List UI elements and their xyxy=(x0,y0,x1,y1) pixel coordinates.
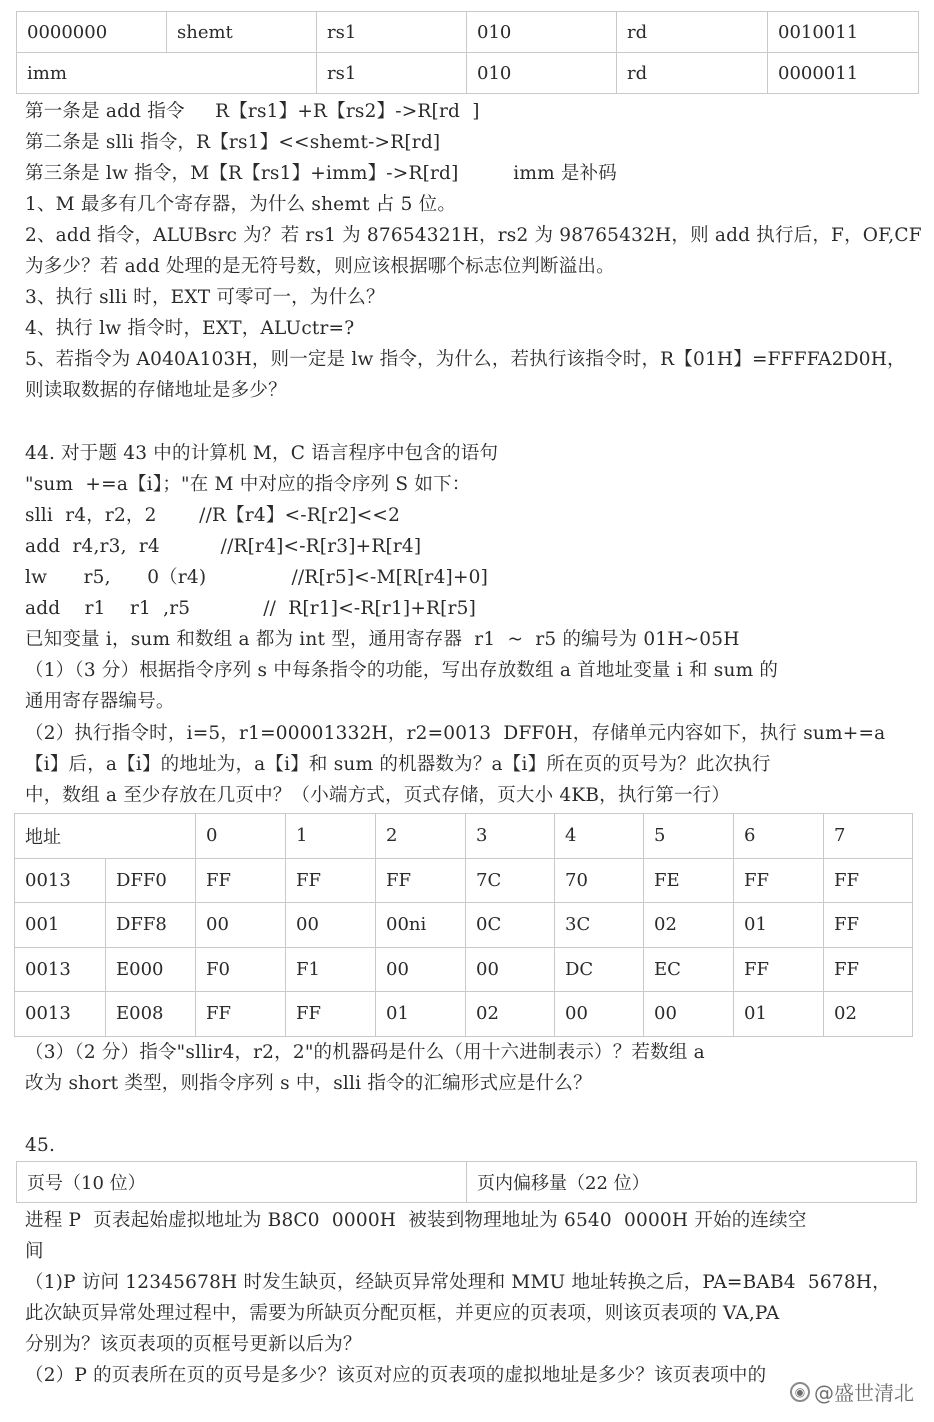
text-line: 改为 short 类型，则指令序列 s 中，slli 指令的汇编形式应是什么？ xyxy=(25,1073,592,1094)
table-row: 0013 DFF0 FF FF FF 7C 70 FE FF FF xyxy=(15,858,913,903)
text-line: 此次缺页异常处理过程中，需要为所缺页分配页框，并更应的页表项，则该页表项的 VA,PA xyxy=(25,1303,780,1324)
code-line: add r4,r3, r4 //R[r4]<-R[r3]+R[r4] xyxy=(25,536,422,557)
code-line: slli r4，r2，2 //R【r4】<-R[r2]<<2 xyxy=(25,505,401,526)
table-row: imm rs1 010 rd 0000011 xyxy=(17,53,919,94)
text-line: 通用寄存器编号。 xyxy=(25,691,175,712)
watermark xyxy=(790,1377,914,1406)
table-header-cell: 3 xyxy=(466,814,555,859)
text-line: 3、执行 slli 时，EXT 可零可一，为什么？ xyxy=(25,287,385,308)
text-line: 中，数组 a 至少存放在几页中？（小端方式，页式存储，页大小 4KB，执行第一行） xyxy=(25,785,731,806)
text-line: 间 xyxy=(25,1241,44,1262)
text-line: （3）（2 分）指令"sllir4，r2，2"的机器码是什么（用十六进制表示）？若数组 a xyxy=(25,1042,705,1063)
question-45-label: 45. xyxy=(25,1135,56,1156)
text-line: 第一条是 add 指令 R【rs1】+R【rs2】->R[rd ] xyxy=(25,101,480,122)
watermark-text: @盛世清北 xyxy=(814,1381,914,1405)
text-line: 分别为？该页表项的页框号更新以后为？ xyxy=(25,1334,362,1355)
text-line: （2）P 的页表所在页的页号是多少？该页对应的页表项的虚拟地址是多少？该页表项中的 xyxy=(25,1365,767,1386)
table-row: 0013 E008 FF FF 01 02 00 00 01 02 xyxy=(15,992,913,1037)
instruction-format-table xyxy=(16,11,919,94)
text-line: 1、M 最多有几个寄存器，为什么 shemt 占 5 位。 xyxy=(25,194,457,215)
code-line: lw r5, 0（r4) //R[r5]<-M[R[r4]+0] xyxy=(25,567,489,588)
text-line: 已知变量 i，sum 和数组 a 都为 int 型，通用寄存器 r1 ~ r5 的编号为 01H~05H xyxy=(25,629,740,650)
table-header-cell: 4 xyxy=(555,814,644,859)
text-line: 第三条是 lw 指令，M【R【rs1】+imm】->R[rd] imm 是补码 xyxy=(25,163,618,184)
text-line: "sum +=a【i】；"在 M 中对应的指令序列 S 如下： xyxy=(25,474,471,495)
text-line: 5、若指令为 A040A103H，则一定是 lw 指令，为什么，若执行该指令时，R【01H】=FFFFA2D0H， xyxy=(25,349,906,370)
camera-icon: ◉ xyxy=(790,1382,810,1402)
table-row: 页号（10 位） 页内偏移量（22 位） xyxy=(17,1162,917,1203)
memory-contents-table xyxy=(14,813,913,1037)
page-address-format-table xyxy=(16,1161,917,1203)
text-line: 为多少？若 add 处理的是无符号数，则应该根据哪个标志位判断溢出。 xyxy=(25,256,615,277)
table-header-cell: 地址 xyxy=(15,814,196,859)
text-line: 4、执行 lw 指令时，EXT，ALUctr=? xyxy=(25,318,355,339)
text-line: 进程 P 页表起始虚拟地址为 B8C0 0000H 被装到物理地址为 6540 0000H 开始的连续空 xyxy=(25,1210,807,1231)
table-header-cell: 2 xyxy=(376,814,466,859)
table-header-cell: 7 xyxy=(824,814,913,859)
table-row: 001 DFF8 00 00 00ni 0C 3C 02 01 FF xyxy=(15,903,913,948)
text-line: （1)P 访问 12345678H 时发生缺页，经缺页异常处理和 MMU 地址转换之后，PA=BAB4 5678H， xyxy=(25,1272,891,1293)
text-line: 【i】后，a【i】的地址为，a【i】和 sum 的机器数为？a【i】所在页的页号为？此次执行 xyxy=(25,754,771,775)
table-row: 0000000 shemt rs1 010 rd 0010011 xyxy=(17,12,919,53)
table-row: 0013 E000 F0 F1 00 00 DC EC FF FF xyxy=(15,947,913,992)
code-line: add r1 r1 ,r5 // R[r1]<-R[r1]+R[r5] xyxy=(25,598,477,619)
text-line: （1）（3 分）根据指令序列 s 中每条指令的功能，写出存放数组 a 首地址变量 i 和 sum 的 xyxy=(25,660,779,681)
text-line: 第二条是 slli 指令，R【rs1】<<shemt->R[rd] xyxy=(25,132,441,153)
table-header-cell: 0 xyxy=(196,814,286,859)
table-header-cell: 1 xyxy=(286,814,376,859)
table-header-row xyxy=(15,814,913,859)
table-header-cell: 6 xyxy=(734,814,824,859)
text-line: 2、add 指令，ALUBsrc 为？若 rs1 为 87654321H，rs2 为 98765432H，则 add 执行后，F，OF,CF xyxy=(25,225,922,246)
text-line: 44. 对于题 43 中的计算机 M，C 语言程序中包含的语句 xyxy=(25,443,499,464)
text-line: （2）执行指令时，i=5，r1=00001332H，r2=0013 DFF0H，存储单元内容如下，执行 sum+=a xyxy=(25,723,886,744)
table-header-cell: 5 xyxy=(644,814,734,859)
text-line: 则读取数据的存储地址是多少？ xyxy=(25,380,287,401)
